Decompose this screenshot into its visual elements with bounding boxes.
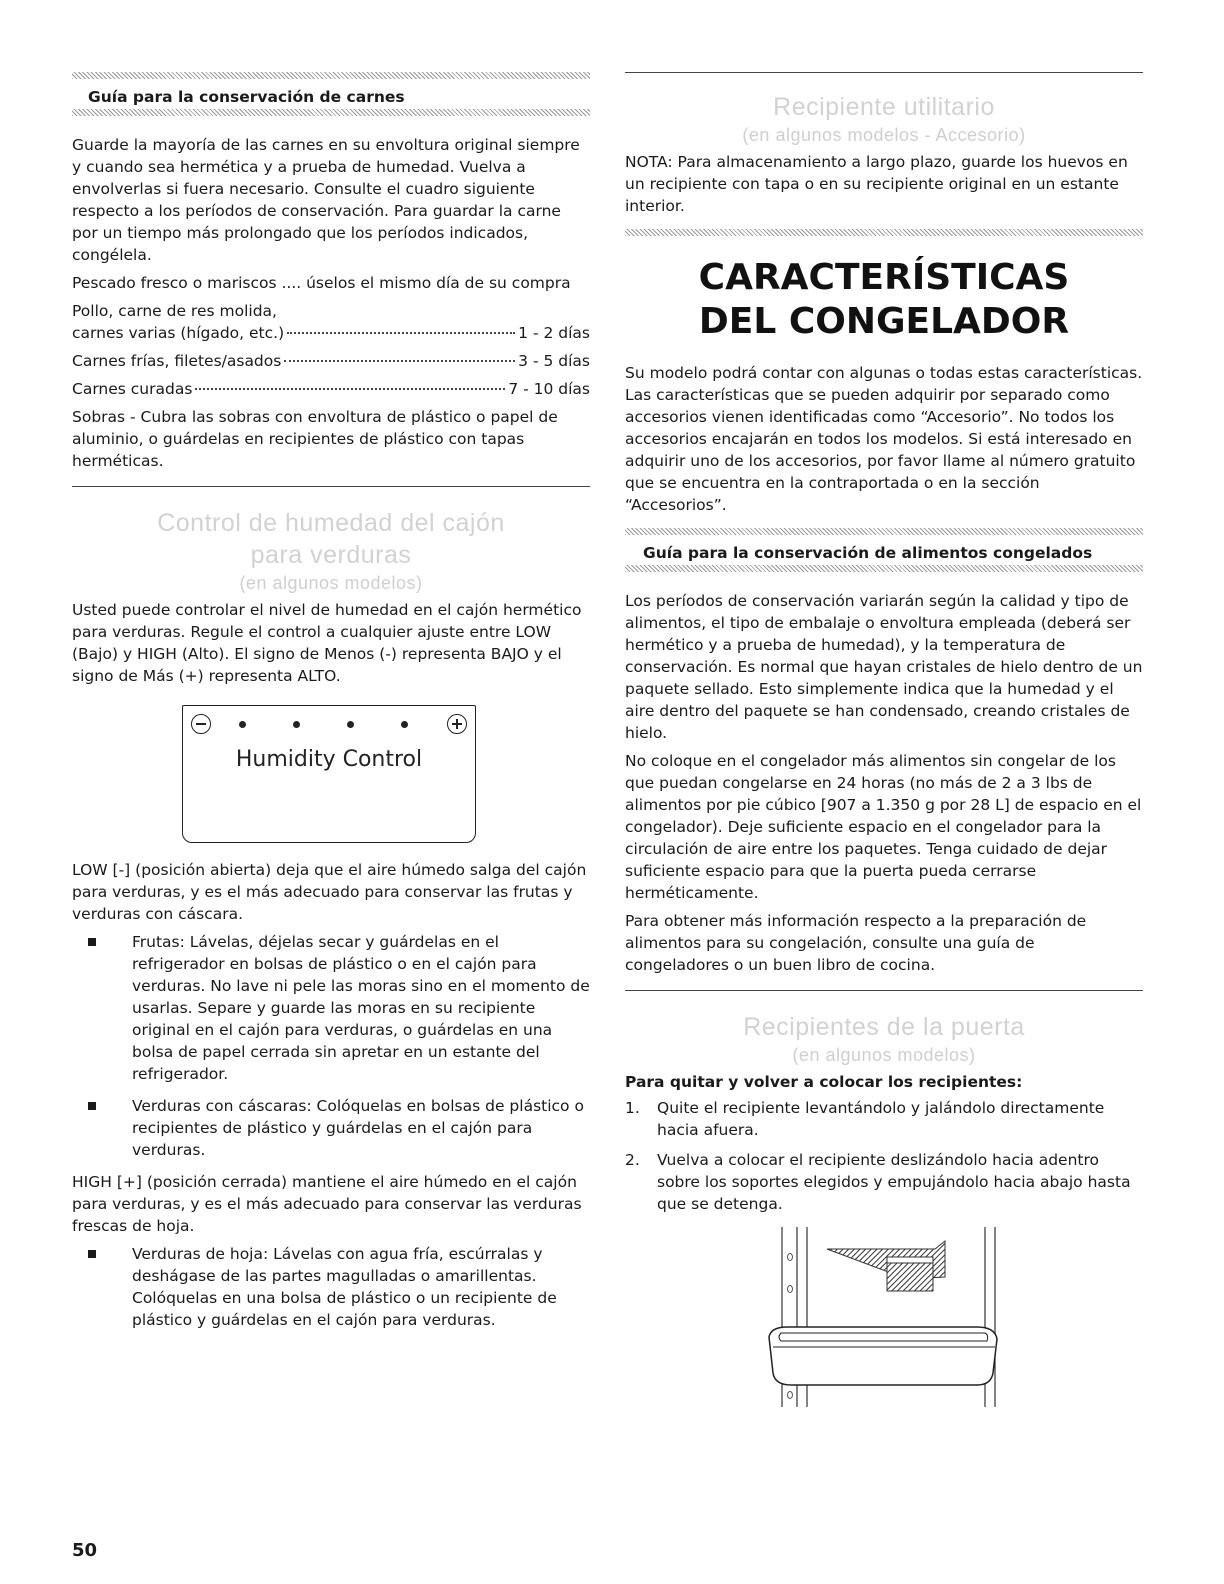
plus-circle-icon [447, 714, 467, 734]
meat-cured-row [72, 378, 590, 400]
dot-icon [401, 721, 408, 728]
high-bullet-list [72, 1243, 590, 1331]
meat-guide-title: Guía para la conservación de carnes [88, 88, 405, 106]
hatch-divider [625, 229, 1143, 236]
humidity-panel-label: Humidity Control [235, 747, 423, 772]
humidity-intro: Usted puede controlar el nivel de humedad en el cajón hermético para verduras. Regule el control a cualquier ajuste entre LOW (Bajo) y HIGH (Alto). El signo de Menos (-) representa BAJO y el signo de Más (+) representa ALTO. [72, 601, 582, 685]
hatch-divider [625, 528, 1143, 535]
minus-circle-icon [191, 714, 211, 734]
freezer-title [625, 256, 1143, 344]
meat-cold-label: Carnes frías, filetes/asados [72, 352, 282, 370]
list-item: Verduras con cáscaras: Colóquelas en bolsas de plástico o recipientes de plástico y guárdelas en el cajón para verduras. [72, 1095, 590, 1161]
meat-guide-intro: Guarde la mayoría de las carnes en su envoltura original siempre y cuando sea hermética y a prueba de humedad. Vuelva a envolverlas si fuera necesario. Consulte el cuadro siguiente respecto a los períodos de conservación. Para guardar la carne por un tiempo más prolongado que los períodos indicados, congélela. [72, 136, 580, 264]
door-bins-subheading: (en algunos modelos) [792, 1045, 976, 1065]
meat-poultry-value: 1 - 2 días [518, 324, 590, 342]
meat-poultry-line1: Pollo, carne de res molida, [72, 302, 277, 320]
section-rule [625, 72, 1143, 73]
utility-heading: Recipiente utilitario [773, 93, 995, 121]
step-text: Vuelva a colocar el recipiente deslizándolo hacia adentro sobre los soportes elegidos y empujándolo hacia abajo hasta que se detenga. [657, 1151, 1131, 1213]
dot-leader [195, 388, 505, 390]
frozen-paragraph: No coloque en el congelador más alimentos sin congelar de los que puedan congelarse en 24 horas (no más de 2 a 3 lbs de alimentos por pie cúbico [907 a 1.350 g por 28 L] de espacio en el congelador). Deje suficiente espacio en el congelador para la circulación de aire entre los paquetes. Tenga cuidado de dejar suficiente espacio para que la puerta pueda cerrarse herméticamente. [625, 752, 1142, 902]
door-bins-heading: Recipientes de la puerta [743, 1013, 1025, 1041]
freezer-intro: Su modelo podrá contar con algunas o todas estas características. Las características que se pueden adquirir por separado como accesorios vienen identificadas como “Accesorio”. No todos los accesorios encajarán en todos los modelos. Si está interesado en adquirir uno de los accesorios, por favor llame al número gratuito que se encuentra en la contraportada o en la sección “Accesorios”. [625, 364, 1143, 514]
hatch-divider [72, 72, 590, 79]
humidity-heading-line1: Control de humedad del cajón [157, 509, 505, 537]
dot-leader [284, 360, 515, 362]
left-column [72, 72, 590, 1341]
list-item: Frutas: Lávelas, déjelas secar y guárdelas en el refrigerador en bolsas de plástico o en el cajón para verduras. No lave ni pele las moras sino en el momento de usarlas. Separe y guarde las moras en su recipiente original en el cajón para verduras, o guárdelas en una bolsa de papel cerrada sin apretar en un estante del refrigerador. [72, 931, 590, 1085]
meat-cured-label: Carnes curadas [72, 380, 193, 398]
frozen-guide-title: Guía para la conservación de alimentos congelados [643, 544, 1093, 562]
meat-cured-value: 7 - 10 días [508, 380, 590, 398]
humidity-low-text: LOW [-] (posición abierta) deja que el aire húmedo salga del cajón para verduras, y es el más adecuado para conservar las frutas y verduras con cáscara. [72, 861, 587, 923]
step-number: 2. [625, 1151, 640, 1169]
humidity-heading-line2: para verduras [250, 541, 412, 569]
meat-poultry-row [72, 322, 590, 344]
meat-cold-row [72, 350, 590, 372]
right-column [625, 72, 1143, 1407]
section-rule [625, 990, 1143, 991]
meat-cold-value: 3 - 5 días [518, 352, 590, 370]
meat-fish-line: Pescado fresco o mariscos .... úselos el mismo día de su compra [72, 274, 571, 292]
dot-icon [239, 721, 246, 728]
door-bins-steps [625, 1097, 1143, 1215]
humidity-subheading: (en algunos modelos) [239, 573, 423, 593]
hatch-divider [72, 109, 590, 116]
meat-poultry-label: carnes varias (hígado, etc.) [72, 324, 285, 342]
meat-leftovers: Sobras - Cubra las sobras con envoltura de plástico o papel de aluminio, o guárdelas en recipientes de plástico con tapas herméticas. [72, 408, 558, 470]
section-rule [72, 486, 590, 487]
humidity-high-text: HIGH [+] (posición cerrada) mantiene el aire húmedo en el cajón para verduras, y es el más adecuado para conservar las verduras frescas de hoja. [72, 1173, 582, 1235]
utility-subheading: (en algunos modelos - Accesorio) [742, 125, 1026, 145]
list-item [625, 1149, 1143, 1215]
list-item: Verduras de hoja: Lávelas con agua fría, escúrralas y deshágase de las partes magulladas o amarillentas. Colóquelas en una bolsa de plástico o un recipiente de plástico y guárdelas en el cajón para verduras. [72, 1243, 590, 1331]
list-item [625, 1097, 1143, 1141]
hatch-divider [625, 565, 1143, 572]
freezer-title-line2: DEL CONGELADOR [698, 301, 1070, 342]
dot-icon [293, 721, 300, 728]
page-number: 50 [72, 1540, 98, 1561]
dot-icon [347, 721, 354, 728]
frozen-paragraph: Para obtener más información respecto a la preparación de alimentos para su congelación, consulte una guía de congeladores o un buen libro de cocina. [625, 912, 1087, 974]
dot-leader [287, 332, 515, 334]
freezer-title-line1: CARACTERÍSTICAS [698, 257, 1070, 298]
step-text: Quite el recipiente levantándolo y jalándolo directamente hacia afuera. [657, 1099, 1105, 1139]
door-bins-lead: Para quitar y volver a colocar los recipientes: [625, 1073, 1023, 1091]
humidity-slider-row [191, 714, 467, 738]
step-number: 1. [625, 1099, 640, 1117]
frozen-paragraph: Los períodos de conservación variarán según la calidad y tipo de alimentos, el tipo de embalaje o envoltura empleada (deberá ser hermético y a prueba de humedad), y la temperatura de conservación. Es normal que hayan cristales de hielo dentro de un paquete sellado. Esto simplemente indica que la humedad y el aire dentro del paquete se han condensado, creando cristales de hielo. [625, 592, 1143, 742]
door-bin-illustration [757, 1227, 1007, 1407]
utility-note: NOTA: Para almacenamiento a largo plazo, guarde los huevos en un recipiente con tapa o en su recipiente original en un estante interior. [625, 153, 1128, 215]
humidity-control-panel [182, 705, 476, 843]
low-bullet-list [72, 931, 590, 1161]
